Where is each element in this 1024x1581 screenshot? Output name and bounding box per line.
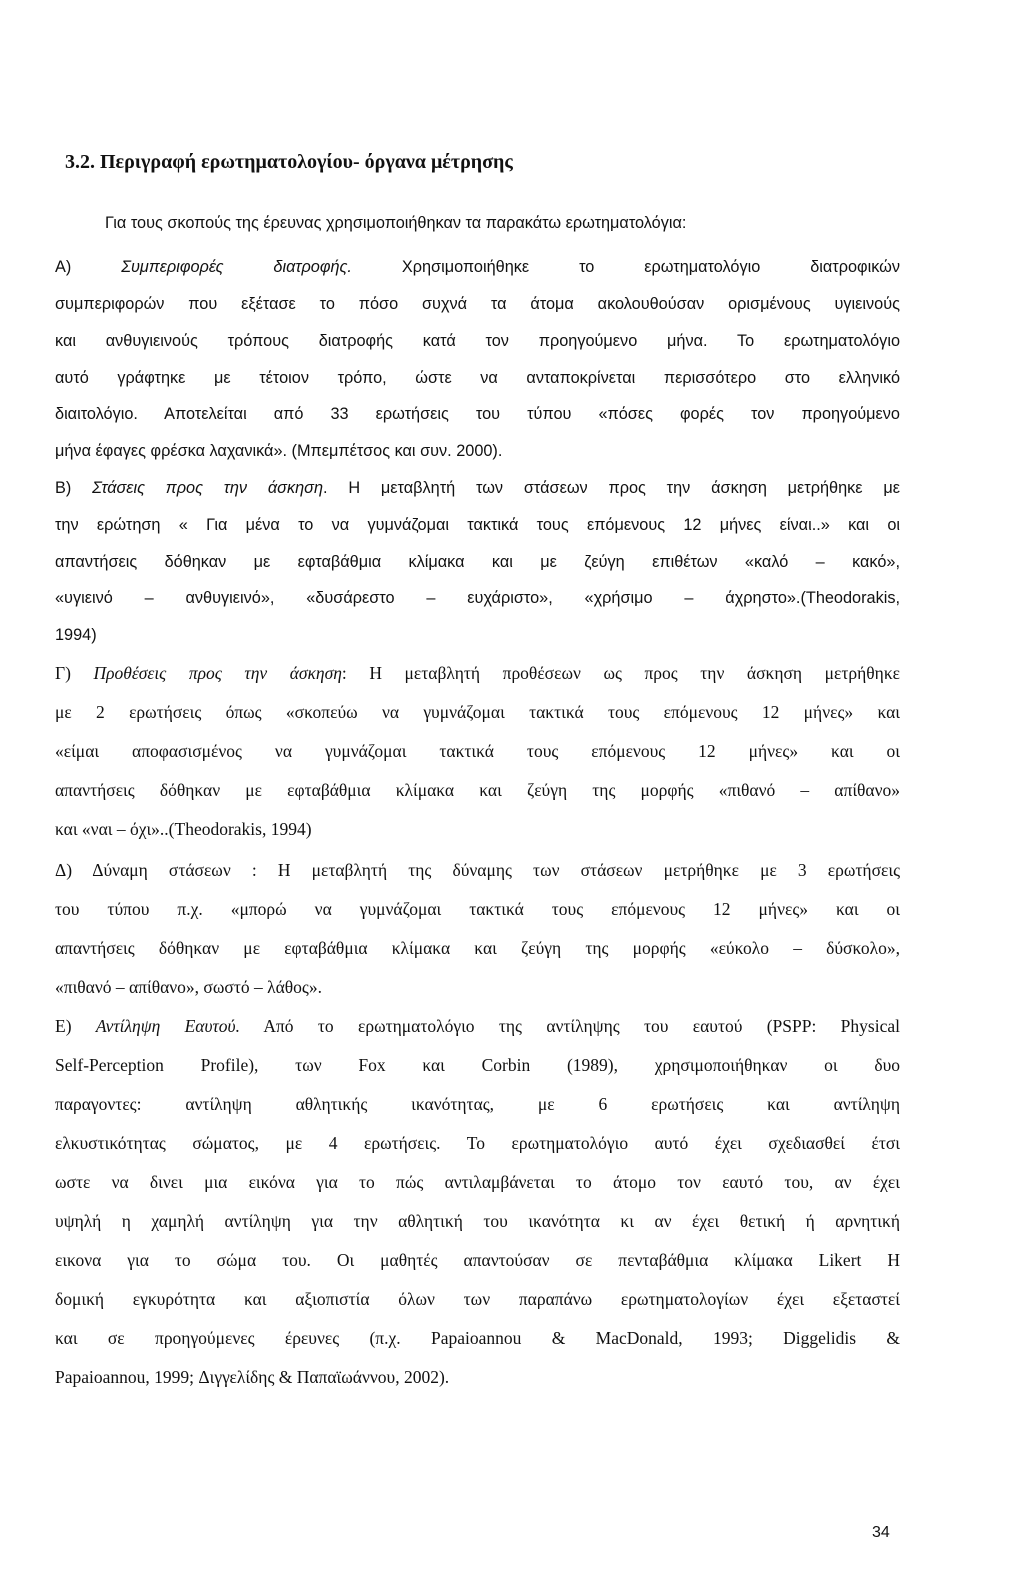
paragraph-e-line: ωστε να δινει μια εικόνα για το πώς αντιλαμβάνεται το άτομο τον εαυτό του, αν έχει [55,1172,900,1192]
paragraph-c-line: «είμαι αποφασισμένος να γυμνάζομαι τακτικά τους επόμενους 12 μήνες» και οι [55,741,900,761]
paragraph-e-line: Papaioannou, 1999; Διγγελίδης & Παπαϊωάννου, 2002). [55,1367,450,1387]
paragraph-e-line: υψηλή η χαμηλή αντίληψη για την αθλητική του ικανότητα κι αν έχει θετική ή αρνητική [55,1211,900,1231]
paragraph-c-line: και «ναι – όχι»..(Theodorakis, 1994) [55,819,312,839]
intro-line: Για τους σκοπούς της έρευνας χρησιμοποιήθηκαν τα παρακάτω ερωτηματολόγια: [105,214,687,232]
paragraph-d-line: του τύπου π.χ. «μπορώ να γυμνάζομαι τακτικά τους επόμενους 12 μήνες» και οι [55,899,900,919]
paragraph-d-line: απαντήσεις δόθηκαν με εφταβάθμια κλίμακα και ζεύγη της μορφής «εύκολο – δύσκολο», [55,938,900,958]
paragraph-b-title: Στάσεις προς την άσκηση [92,479,324,497]
paragraph-c-title: Προθέσεις προς την άσκηση [93,663,342,683]
paragraph-b-line: 1994) [55,626,97,644]
paragraph-e-line: Self-Perception Profile), των Fox και Corbin (1989), χρησιμοποιήθηκαν οι δυο [55,1055,900,1075]
paragraph-d-line: «πιθανό – απίθανο», σωστό – λάθος». [55,977,322,997]
paragraph-c-line: Γ) Προθέσεις προς την άσκηση: Η μεταβλητή προθέσεων ως προς την άσκηση μετρήθηκε [55,663,900,683]
paragraph-a-line: αυτό γράφτηκε με τέτοιον τρόπο, ώστε να ανταποκρίνεται περισσότερο στο ελληνικό [55,369,900,387]
paragraph-a-line: μήνα έφαγες φρέσκα λαχανικά». (Μπεμπέτσος και συν. 2000). [55,442,503,460]
section-heading: 3.2. Περιγραφή ερωτηματολογίου- όργανα μέτρησης [65,151,513,173]
paragraph-b-line: την ερώτηση « Για μένα το να γυμνάζομαι τακτικά τους επόμενους 12 μήνες είναι..» και οι [55,516,900,534]
paragraph-e-line: ελκυστικότητας σώματος, με 4 ερωτήσεις. Το ερωτηματολόγιο αυτό έχει σχεδιασθεί έτσι [55,1133,900,1153]
paragraph-a-title: Συμπεριφορές διατροφής. [121,258,352,276]
paragraph-b-line: απαντήσεις δόθηκαν με εφταβάθμια κλίμακα και με ζεύγη επιθέτων «καλό – κακό», [55,553,900,571]
page-number: 34 [872,1524,890,1541]
paragraph-a-line: και ανθυγιεινούς τρόπους διατροφής κατά τον προηγούμενο μήνα. Το ερωτηματολόγιο [55,332,900,350]
paragraph-d-line: Δ) Δύναμη στάσεων : Η μεταβλητή της δύναμης των στάσεων μετρήθηκε με 3 ερωτήσεις [55,860,900,880]
paragraph-e-line: παραγοντες: αντίληψη αθλητικής ικανότητας, με 6 ερωτήσεις και αντίληψη [55,1094,900,1114]
paragraph-a-line: Α) Συμπεριφορές διατροφής. Χρησιμοποιήθηκε το ερωτηματολόγιο διατροφικών [55,258,900,276]
paragraph-e-line: Ε) Αντίληψη Εαυτού. Από το ερωτηματολόγιο της αντίληψης του εαυτού (PSPP: Physical [55,1016,900,1036]
paragraph-c-line: απαντήσεις δόθηκαν με εφταβάθμια κλίμακα και ζεύγη της μορφής «πιθανό – απίθανο» [55,780,900,800]
paragraph-e-line: δομική εγκυρότητα και αξιοπιστία όλων των παραπάνω ερωτηματολογίων έχει εξεταστεί [55,1289,900,1309]
paragraph-b-line: Β) Στάσεις προς την άσκηση. Η μεταβλητή των στάσεων προς την άσκηση μετρήθηκε με [55,479,901,497]
paragraph-b-line: «υγιεινό – ανθυγιεινό», «δυσάρεστο – ευχάριστο», «χρήσιμο – άχρηστο».(Theodorakis, [55,589,900,607]
paragraph-e-title: Αντίληψη Εαυτού. [95,1016,240,1036]
paragraph-e-line: εικονα για το σώμα του. Οι μαθητές απαντούσαν σε πενταβάθμια κλίμακα Likert Η [55,1250,900,1270]
paragraph-a-line: διαιτολόγιο. Αποτελείται από 33 ερωτήσεις του τύπου «πόσες φορές τον προηγούμενο [55,405,900,423]
paragraph-e-line: και σε προηγούμενες έρευνες (π.χ. Papaioannou & MacDonald, 1993; Diggelidis & [55,1328,900,1348]
paragraph-c-line: με 2 ερωτήσεις όπως «σκοπεύω να γυμνάζομαι τακτικά τους επόμενους 12 μήνες» και [55,702,900,722]
paragraph-a-line: συμπεριφορών που εξέτασε το πόσο συχνά τα άτομα ακολουθούσαν ορισμένους υγιεινούς [55,295,900,313]
